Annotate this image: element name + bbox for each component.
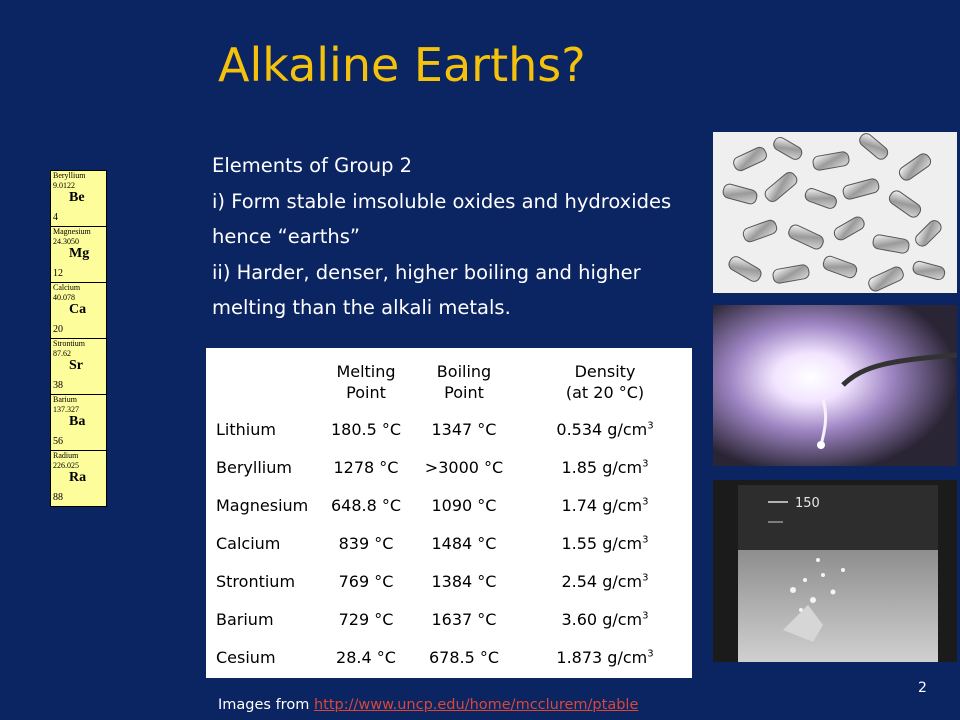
- cell-element: Beryllium: [216, 457, 292, 477]
- image-source-credit: [218, 697, 638, 713]
- table-row: [206, 486, 692, 524]
- cell-density: [518, 458, 692, 477]
- metal-shavings-photo: [713, 132, 957, 293]
- header-melting: [322, 361, 410, 403]
- element-cell-mg: [51, 227, 106, 283]
- cell-boiling: 1637 °C: [431, 609, 497, 629]
- header-line: Point: [346, 383, 386, 402]
- cell-density: [518, 610, 692, 629]
- element-cell-ra: [51, 451, 106, 506]
- unit-superscript: 3: [642, 458, 649, 470]
- table-row: [206, 448, 692, 486]
- cell-element: Lithium: [216, 419, 276, 439]
- cell-melting: 839 °C: [338, 533, 394, 553]
- cell-boiling: 1090 °C: [431, 495, 497, 515]
- bullet-line: i) Form stable imsoluble oxides and hydroxides: [212, 189, 672, 213]
- element-name: Magnesium: [53, 227, 91, 236]
- cell-element: Cesium: [216, 647, 276, 667]
- element-number: 12: [53, 268, 63, 279]
- source-link[interactable]: http://www.uncp.edu/home/mcclurem/ptable: [313, 697, 639, 713]
- unit-superscript: 3: [642, 610, 649, 622]
- element-symbol: Ra: [69, 470, 87, 485]
- cell-melting: 28.4 °C: [336, 647, 396, 667]
- density-value: 1.74 g/cm: [561, 495, 643, 515]
- cell-density: [518, 534, 692, 553]
- header-boiling: [410, 361, 518, 403]
- density-value: 1.55 g/cm: [561, 533, 643, 553]
- source-prefix: Images from: [218, 697, 314, 713]
- element-cell-ba: [51, 395, 106, 451]
- unit-superscript: 3: [647, 420, 654, 432]
- header-line: Point: [444, 383, 484, 402]
- element-name: Radium: [53, 451, 79, 460]
- unit-superscript: 3: [642, 572, 649, 584]
- beaker-volume-label: 150: [795, 496, 820, 511]
- density-value: 3.60 g/cm: [561, 609, 643, 629]
- element-number: 20: [53, 324, 63, 335]
- unit-superscript: 3: [642, 496, 649, 508]
- header-line: (at 20 °C): [565, 383, 645, 402]
- page-number: 2: [918, 680, 927, 696]
- element-mass: 226.025: [53, 461, 79, 470]
- unit-superscript: 3: [642, 534, 649, 546]
- element-name: Beryllium: [53, 171, 86, 180]
- cell-boiling: 1384 °C: [431, 571, 497, 591]
- header-line: Density: [574, 362, 636, 381]
- bullet-line: ii) Harder, denser, higher boiling and higher: [212, 260, 641, 284]
- element-mass: 137.327: [53, 405, 79, 414]
- element-symbol: Mg: [69, 246, 90, 261]
- cell-melting: 648.8 °C: [330, 495, 402, 515]
- element-cell-sr: [51, 339, 106, 395]
- properties-table: [206, 348, 692, 678]
- table-header: [206, 356, 692, 408]
- cell-melting: 180.5 °C: [330, 419, 402, 439]
- cell-element: Strontium: [216, 571, 296, 591]
- element-mass: 40.078: [53, 293, 75, 302]
- bullet-line: Elements of Group 2: [212, 154, 413, 177]
- bullet-line: hence “earths”: [212, 225, 360, 248]
- cell-density: [518, 648, 692, 667]
- cell-melting: 729 °C: [338, 609, 394, 629]
- bullet-line: melting than the alkali metals.: [212, 296, 511, 319]
- periodic-table-group2: [50, 170, 107, 507]
- cell-element: Calcium: [216, 533, 281, 553]
- beaker-reaction-photo: [713, 480, 957, 662]
- bullet-text: [212, 148, 671, 326]
- element-cell-be: [51, 171, 106, 227]
- element-name: Barium: [53, 395, 77, 404]
- element-name: Calcium: [53, 283, 81, 292]
- cell-boiling: 1484 °C: [431, 533, 497, 553]
- cell-density: [518, 496, 692, 515]
- element-number: 4: [53, 212, 58, 223]
- table-row: [206, 562, 692, 600]
- table-row: [206, 638, 692, 676]
- table-row: [206, 600, 692, 638]
- element-cell-ca: [51, 283, 106, 339]
- header-line: Boiling: [436, 362, 492, 381]
- cell-boiling: 678.5 °C: [428, 647, 500, 667]
- element-symbol: Sr: [69, 358, 83, 373]
- cell-density: [518, 420, 692, 439]
- element-mass: 9.0122: [53, 181, 75, 190]
- element-symbol: Ca: [69, 302, 87, 317]
- cell-element: Barium: [216, 609, 274, 629]
- cell-melting: 1278 °C: [333, 457, 399, 477]
- cell-boiling: >3000 °C: [424, 457, 504, 477]
- burning-magnesium-photo: [713, 305, 957, 466]
- density-value: 0.534 g/cm: [556, 419, 648, 439]
- density-value: 1.85 g/cm: [561, 457, 643, 477]
- element-number: 38: [53, 380, 63, 391]
- element-mass: 24.3050: [53, 237, 79, 246]
- cell-element: Magnesium: [216, 495, 309, 515]
- cell-melting: 769 °C: [338, 571, 394, 591]
- element-number: 88: [53, 492, 63, 503]
- element-number: 56: [53, 436, 63, 447]
- slide-title: Alkaline Earths?: [218, 38, 586, 92]
- element-mass: 87.62: [53, 349, 71, 358]
- table-row: [206, 410, 692, 448]
- density-value: 1.873 g/cm: [556, 647, 648, 667]
- unit-superscript: 3: [647, 648, 654, 660]
- cell-density: [518, 572, 692, 591]
- element-symbol: Be: [69, 190, 85, 205]
- element-name: Strontium: [53, 339, 86, 348]
- header-line: Melting: [336, 362, 396, 381]
- element-symbol: Ba: [69, 414, 86, 429]
- table-row: [206, 524, 692, 562]
- density-value: 2.54 g/cm: [561, 571, 643, 591]
- cell-boiling: 1347 °C: [431, 419, 497, 439]
- header-density: [518, 361, 692, 403]
